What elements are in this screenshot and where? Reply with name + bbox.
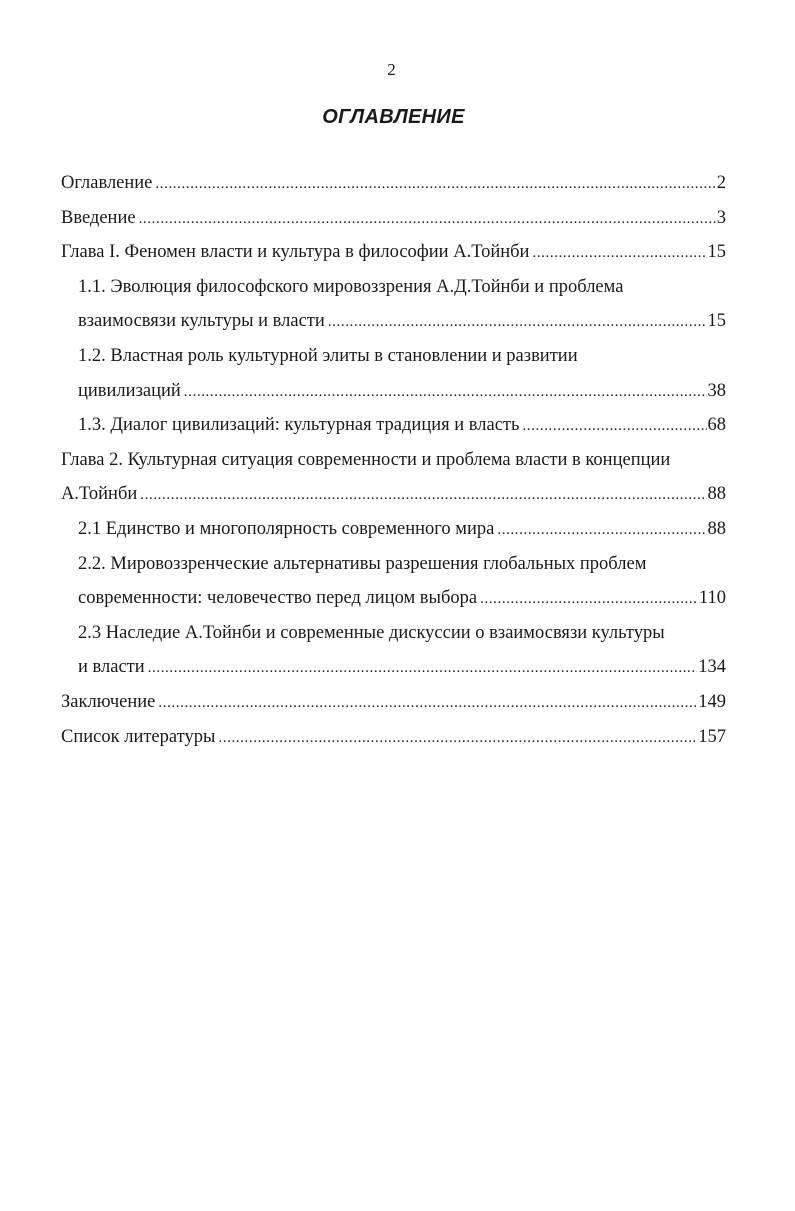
- toc-page-number: 88: [707, 484, 726, 505]
- toc-entry-line: [61, 235, 726, 269]
- toc-page-number: 15: [707, 311, 726, 332]
- toc-page-number: 68: [707, 415, 726, 436]
- toc-entry-line: [61, 443, 670, 477]
- toc-dot-leader: [148, 651, 698, 685]
- toc-entry-line: [78, 547, 646, 581]
- toc-entry-line: [78, 581, 726, 615]
- toc-dot-leader: [139, 202, 716, 236]
- toc-entry-title: Список литературы: [61, 726, 216, 747]
- toc-entry-line: [78, 650, 726, 684]
- toc-page-number: 2: [716, 173, 726, 193]
- toc-entry-title: 1.3. Диалог цивилизаций: культурная традиция и власть: [78, 415, 520, 436]
- toc-dot-leader: [184, 375, 707, 409]
- toc-entry-title: цивилизаций: [78, 380, 181, 401]
- toc-entry-line: [78, 339, 578, 373]
- toc-dot-leader: [532, 236, 706, 270]
- toc-page-number: 15: [707, 242, 726, 263]
- toc-entry-title: Глава I. Феномен власти и культура в философии А.Тойнби: [61, 242, 530, 263]
- toc-entry-line: [78, 408, 726, 442]
- toc-entry-line: [78, 270, 623, 304]
- toc-entry-title: и власти: [78, 657, 145, 678]
- toc-page-number: 149: [698, 692, 726, 712]
- toc-entry-title: 1.1. Эволюция философского мировоззрения А.Д.Тойнби и проблема: [78, 276, 624, 297]
- toc-entry-title: Заключение: [61, 692, 156, 712]
- toc-page-number: 88: [707, 519, 726, 539]
- toc-entry-title: 2.2. Мировоззренческие альтернативы разрешения глобальных проблем: [78, 553, 647, 574]
- toc-entry-line: [78, 616, 665, 650]
- toc-dot-leader: [155, 167, 715, 201]
- toc-entry-title: Оглавление: [61, 173, 153, 193]
- toc-dot-leader: [218, 721, 697, 755]
- toc-page-number: 157: [698, 726, 726, 747]
- toc-entry-title: 2.1 Единство и многополярность современного мира: [78, 519, 495, 539]
- toc-entry-title: Глава 2. Культурная ситуация современности и проблема власти в концепции: [61, 449, 671, 470]
- toc-entry-title: взаимосвязи культуры и власти: [78, 311, 325, 332]
- toc-dot-leader: [522, 409, 706, 443]
- toc-entry-line: [61, 201, 726, 235]
- toc-entry-title: 2.3 Наследие А.Тойнби и современные дискуссии о взаимосвязи культуры: [78, 622, 665, 643]
- toc-dot-leader: [158, 686, 697, 720]
- toc-page-number: 134: [698, 657, 726, 678]
- toc-dot-leader: [497, 513, 706, 547]
- toc-entry-line: [78, 512, 726, 546]
- toc-entry-title: 1.2. Властная роль культурной элиты в становлении и развитии: [78, 346, 578, 366]
- toc-page-number: 38: [707, 380, 726, 401]
- toc-entry-title: Введение: [61, 207, 136, 228]
- toc-page-number: 110: [698, 588, 726, 609]
- toc-dot-leader: [328, 305, 707, 339]
- toc-entry-line: [61, 166, 726, 200]
- toc-entry-line: [78, 374, 726, 408]
- toc-entry-line: [78, 304, 726, 338]
- toc-entry-line: [61, 720, 726, 754]
- toc-page-number: 3: [716, 207, 726, 228]
- toc-entry-title: А.Тойнби: [61, 484, 138, 505]
- toc-entry-line: [61, 477, 726, 511]
- toc-dot-leader: [480, 582, 698, 616]
- toc-dot-leader: [140, 478, 706, 512]
- page-title: ОГЛАВЛЕНИЕ: [322, 106, 465, 128]
- toc-entry-line: [61, 685, 726, 719]
- page-number: 2: [387, 60, 396, 79]
- toc-entry-title: современности: человечество перед лицом выбора: [78, 588, 478, 609]
